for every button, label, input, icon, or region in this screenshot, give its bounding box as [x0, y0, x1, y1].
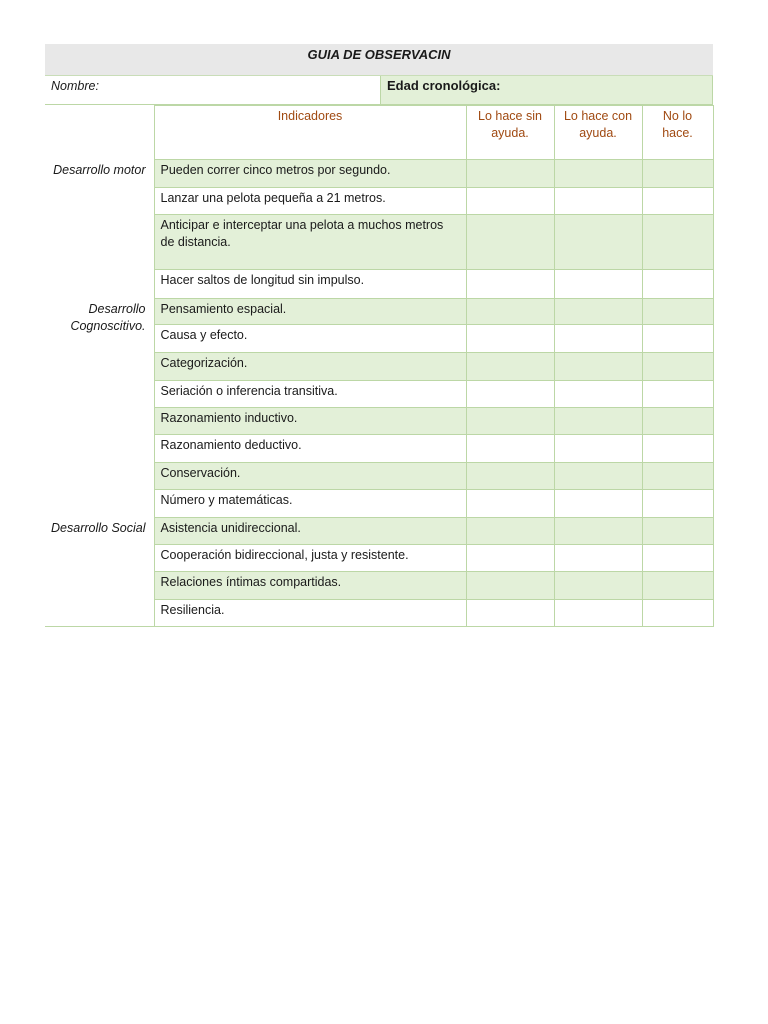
check-no-lo-hace[interactable]	[642, 299, 713, 325]
category-social: Desarrollo Social	[45, 518, 154, 627]
check-sin-ayuda[interactable]	[466, 215, 554, 270]
header-indicadores: Indicadores	[154, 106, 466, 160]
check-no-lo-hace[interactable]	[642, 325, 713, 353]
check-con-ayuda[interactable]	[554, 518, 642, 545]
check-no-lo-hace[interactable]	[642, 353, 713, 381]
check-no-lo-hace[interactable]	[642, 463, 713, 490]
check-no-lo-hace[interactable]	[642, 572, 713, 600]
check-no-lo-hace[interactable]	[642, 408, 713, 435]
check-con-ayuda[interactable]	[554, 299, 642, 325]
check-con-ayuda[interactable]	[554, 600, 642, 627]
nombre-label: Nombre:	[51, 79, 99, 93]
check-sin-ayuda[interactable]	[466, 572, 554, 600]
check-con-ayuda[interactable]	[554, 545, 642, 572]
indicator-cell: Lanzar una pelota pequeña a 21 metros.	[154, 188, 466, 215]
indicator-cell: Pueden correr cinco metros por segundo.	[154, 160, 466, 188]
check-sin-ayuda[interactable]	[466, 381, 554, 408]
check-con-ayuda[interactable]	[554, 325, 642, 353]
indicator-cell: Razonamiento inductivo.	[154, 408, 466, 435]
indicator-cell: Asistencia unidireccional.	[154, 518, 466, 545]
check-sin-ayuda[interactable]	[466, 299, 554, 325]
check-no-lo-hace[interactable]	[642, 490, 713, 518]
check-sin-ayuda[interactable]	[466, 408, 554, 435]
indicator-cell: Hacer saltos de longitud sin impulso.	[154, 270, 466, 299]
header-row	[45, 106, 713, 160]
check-con-ayuda[interactable]	[554, 572, 642, 600]
check-no-lo-hace[interactable]	[642, 160, 713, 188]
page-title: GUIA DE OBSERVACIN	[45, 44, 713, 76]
check-con-ayuda[interactable]	[554, 188, 642, 215]
check-sin-ayuda[interactable]	[466, 518, 554, 545]
header-no-lo-hace: No lo hace.	[642, 106, 713, 160]
header-sin-ayuda: Lo hace sin ayuda.	[466, 106, 554, 160]
indicator-cell: Número y matemáticas.	[154, 490, 466, 518]
check-no-lo-hace[interactable]	[642, 215, 713, 270]
info-row	[45, 76, 713, 105]
header-blank	[45, 106, 154, 160]
check-con-ayuda[interactable]	[554, 160, 642, 188]
check-no-lo-hace[interactable]	[642, 518, 713, 545]
indicator-cell: Anticipar e interceptar una pelota a muchos metros de distancia.	[154, 215, 466, 270]
category-motor: Desarrollo motor	[45, 160, 154, 299]
indicator-cell: Resiliencia.	[154, 600, 466, 627]
check-con-ayuda[interactable]	[554, 381, 642, 408]
check-con-ayuda[interactable]	[554, 353, 642, 381]
observation-guide	[45, 44, 713, 627]
check-con-ayuda[interactable]	[554, 270, 642, 299]
check-no-lo-hace[interactable]	[642, 381, 713, 408]
indicator-cell: Conservación.	[154, 463, 466, 490]
indicator-cell: Categorización.	[154, 353, 466, 381]
check-sin-ayuda[interactable]	[466, 545, 554, 572]
check-no-lo-hace[interactable]	[642, 188, 713, 215]
check-sin-ayuda[interactable]	[466, 600, 554, 627]
indicator-cell: Pensamiento espacial.	[154, 299, 466, 325]
check-sin-ayuda[interactable]	[466, 463, 554, 490]
indicator-cell: Cooperación bidireccional, justa y resistente.	[154, 545, 466, 572]
edad-label: Edad cronológica:	[380, 76, 713, 104]
check-no-lo-hace[interactable]	[642, 600, 713, 627]
indicator-cell: Causa y efecto.	[154, 325, 466, 353]
indicators-table	[45, 105, 714, 627]
indicator-cell: Relaciones íntimas compartidas.	[154, 572, 466, 600]
table-row	[45, 518, 713, 545]
check-sin-ayuda[interactable]	[466, 160, 554, 188]
check-no-lo-hace[interactable]	[642, 270, 713, 299]
check-con-ayuda[interactable]	[554, 463, 642, 490]
check-sin-ayuda[interactable]	[466, 188, 554, 215]
check-con-ayuda[interactable]	[554, 490, 642, 518]
check-sin-ayuda[interactable]	[466, 490, 554, 518]
check-con-ayuda[interactable]	[554, 215, 642, 270]
check-sin-ayuda[interactable]	[466, 270, 554, 299]
category-cognoscitivo: Desarrollo Cognoscitivo.	[45, 299, 154, 518]
check-no-lo-hace[interactable]	[642, 435, 713, 463]
header-con-ayuda: Lo hace con ayuda.	[554, 106, 642, 160]
table-row	[45, 160, 713, 188]
indicator-cell: Seriación o inferencia transitiva.	[154, 381, 466, 408]
check-sin-ayuda[interactable]	[466, 435, 554, 463]
check-con-ayuda[interactable]	[554, 408, 642, 435]
table-row	[45, 299, 713, 325]
check-sin-ayuda[interactable]	[466, 353, 554, 381]
indicator-cell: Razonamiento deductivo.	[154, 435, 466, 463]
check-no-lo-hace[interactable]	[642, 545, 713, 572]
check-con-ayuda[interactable]	[554, 435, 642, 463]
check-sin-ayuda[interactable]	[466, 325, 554, 353]
